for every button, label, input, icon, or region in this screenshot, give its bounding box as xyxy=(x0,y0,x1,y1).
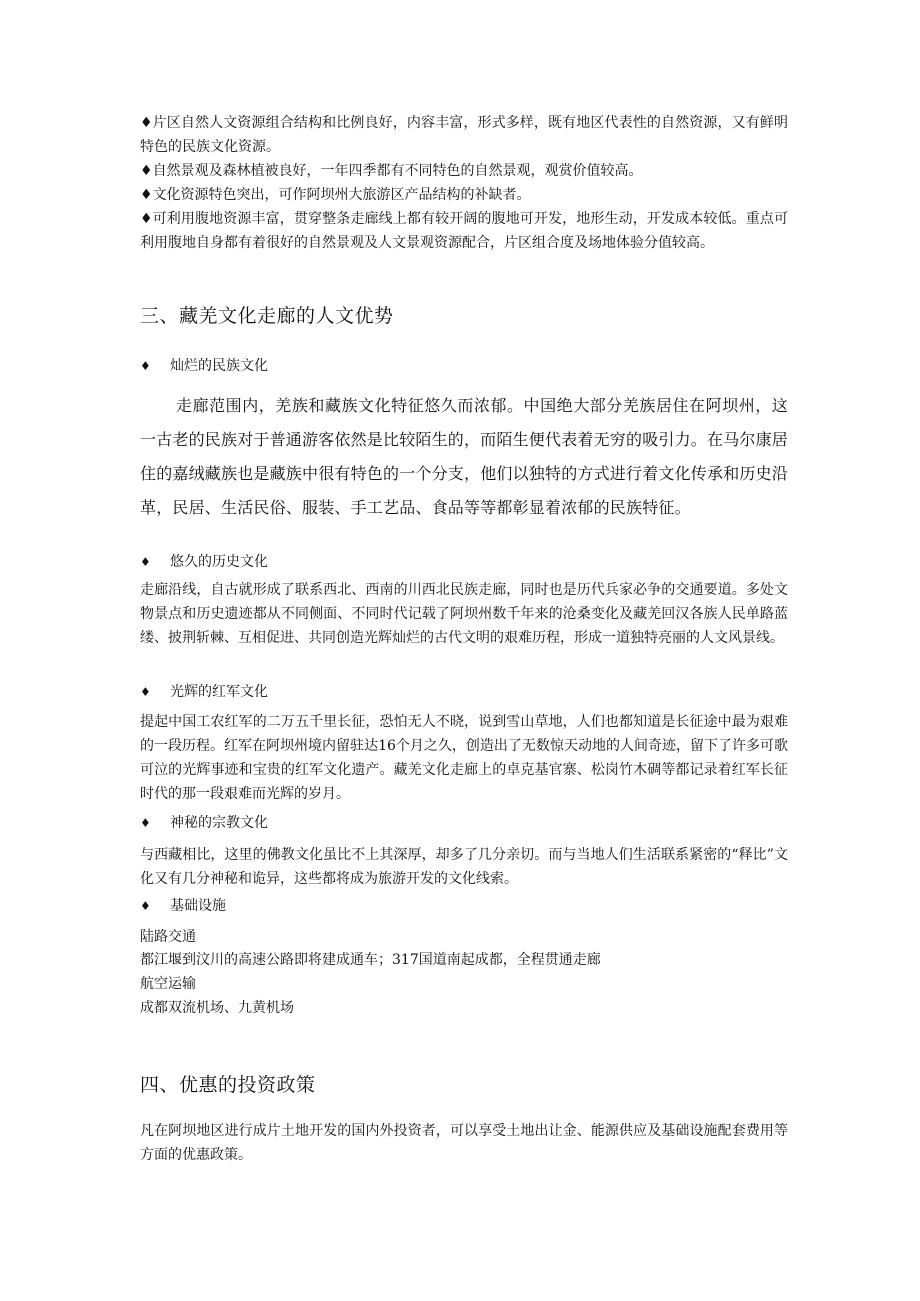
air-transport-label: 航空运输 xyxy=(140,976,196,992)
intro-bullet-1: ♦片区自然人文资源组合结构和比例良好，内容丰富，形式多样，既有地区代表性的自然资源，又有鲜明特色的民族文化资源。 xyxy=(140,115,788,155)
subheading-red-army-culture: ♦ 光辉的红军文化 xyxy=(140,680,788,704)
diamond-bullet-icon: ♦ xyxy=(140,359,151,373)
intro-bullet-3: ♦文化资源特色突出，可作阿坝州大旅游区产品结构的补缺者。 xyxy=(140,187,531,203)
history-culture-paragraph: 走廊沿线，自古就形成了联系西北、西南的川西北民族走廊，同时也是历代兵家必争的交通要道。多处文物景点和历史遗迹都从不同侧面、不同时代记载了阿坝州数千年来的沧桑变化及藏羌回汉各族人民单路蓝缕、披荆斩棘、互相促进、共同创造光辉灿烂的古代文明的艰难历程，形成一道独特亮丽的人文风景线。 xyxy=(140,582,788,646)
subheading-infrastructure: ♦ 基础设施 xyxy=(140,894,788,918)
intro-bullet-4: ♦可利用腹地资源丰富，贯穿整条走廊线上都有较开阔的腹地可开发，地形生动，开发成本较低。重点可利用腹地自身都有着很好的自然景观及人文景观资源配合，片区组合度及场地体验分值较高。 xyxy=(140,211,788,251)
religion-culture-paragraph: 与西藏相比，这里的佛教文化虽比不上其深厚，却多了几分亲切。而与当地人们生活联系紧密的“释比”文化又有几分神秘和诡异，这些都将成为旅游开发的文化线索。 xyxy=(140,847,788,887)
diamond-bullet-icon: ♦ xyxy=(140,211,153,227)
subheading-history-culture: ♦ 悠久的历史文化 xyxy=(140,550,788,574)
diamond-bullet-icon: ♦ xyxy=(140,163,153,179)
section-heading-investment: 四、优惠的投资政策 xyxy=(140,1074,316,1096)
diamond-bullet-icon: ♦ xyxy=(140,899,151,913)
intro-bullet-2: ♦自然景观及森林植被良好，一年四季都有不同特色的自然景观，观赏价值较高。 xyxy=(140,163,643,179)
diamond-bullet-icon: ♦ xyxy=(140,816,151,830)
land-transport-text: 都江堰到汶川的高速公路即将建成通车；317国道南起成都，全程贯通走廊 xyxy=(140,952,601,968)
air-transport-text: 成都双流机场、九黄机场 xyxy=(140,1000,294,1016)
diamond-bullet-icon: ♦ xyxy=(140,115,153,131)
diamond-bullet-icon: ♦ xyxy=(140,555,151,569)
ethnic-culture-paragraph: 走廊范围内，羌族和藏族文化特征悠久而浓郁。中国绝大部分羌族居住在阿坝州，这一古老的民族对于普通游客依然是比较陌生的，而陌生便代表着无穷的吸引力。在马尔康居住的嘉绒藏族也是藏族中很有特色的一个分支，他们以独特的方式进行着文化传承和历史沿革，民居、生活民俗、服装、手工艺品、食品等等都彰显着浓郁的民族特征。 xyxy=(140,396,789,517)
subheading-religion-culture: ♦ 神秘的宗教文化 xyxy=(140,811,788,835)
subheading-ethnic-culture: ♦ 灿烂的民族文化 xyxy=(140,354,788,378)
section-heading-culture: 三、藏羌文化走廊的人文优势 xyxy=(140,305,394,327)
red-army-culture-paragraph: 提起中国工农红军的二万五千里长征，恐怕无人不晓，说到雪山草地，人们也都知道是长征途中最为艰难的一段历程。红军在阿坝州境内留驻达16个月之久，创造出了无数惊天动地的人间奇迹，留下了许多可歌可泣的光辉事迹和宝贵的红军文化遗产。藏羌文化走廊上的卓克基官寨、松岗竹木碉等都记录着红军长征时代的那一段艰难而光辉的岁月。 xyxy=(140,714,788,802)
investment-policy-paragraph: 凡在阿坝地区进行成片土地开发的国内外投资者，可以享受土地出让金、能源供应及基础设施配套费用等方面的优惠政策。 xyxy=(140,1123,788,1163)
diamond-bullet-icon: ♦ xyxy=(140,187,153,203)
diamond-bullet-icon: ♦ xyxy=(140,685,151,699)
land-transport-label: 陆路交通 xyxy=(140,929,196,945)
